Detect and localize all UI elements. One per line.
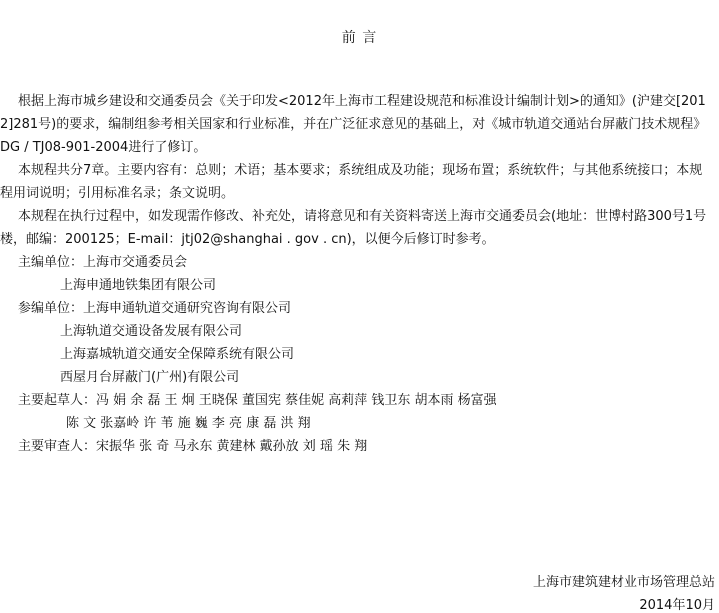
participant-row [18, 297, 291, 320]
drafters-names-1: 冯 娟 余 磊 王 炯 王晓保 董国宪 蔡佳妮 高莉萍 钱卫东 胡本雨 杨富强 [96, 393, 497, 408]
reviewers-label: 主要审查人： [18, 439, 97, 454]
paragraph-basis: 根据上海市城乡建设和交通委员会《关于印发<2012年上海市工程建设规范和标准设计编制计划>的通知》(沪建交[2012]281号)的要求，编制组参考相关国家和行业标准，并在广泛征求意见的基础上，对《城市轨道交通站台屏蔽门技术规程》DG / TJ08-901-2004进行了修订。 [0, 94, 707, 155]
chief-editor-label: 主编单位： [18, 255, 84, 270]
reviewers-row [18, 435, 367, 458]
publisher-name: 上海市建筑建材业市场管理总站 [532, 575, 715, 590]
participant-3: 上海嘉城轨道交通安全保障系统有限公司 [60, 347, 295, 362]
participant-4: 西屋月台屏蔽门(广州)有限公司 [60, 370, 240, 385]
drafters-label: 主要起草人： [18, 393, 97, 408]
paragraph-feedback: 本规程在执行过程中，如发现需作修改、补充处，请将意见和有关资料寄送上海市交通委员会(地址：世博村路300号1号楼，邮编：200125；E-mail：jtj02@shanghai . gov . cn)，以便今后修订时参考。 [0, 209, 707, 247]
publish-date: 2014年10月 [639, 598, 715, 613]
participant-1: 上海申通轨道交通研究咨询有限公司 [83, 301, 292, 316]
chief-editor-1: 上海市交通委员会 [83, 255, 188, 270]
chief-editor-2: 上海申通地铁集团有限公司 [60, 278, 217, 293]
participant-2: 上海轨道交通设备发展有限公司 [60, 324, 243, 339]
participant-label: 参编单位： [18, 301, 84, 316]
drafters-row [18, 389, 497, 412]
reviewers-names: 宋振华 张 奇 马永东 黄建林 戴孙放 刘 瑶 朱 翔 [96, 439, 368, 454]
chief-editor-row [18, 251, 187, 274]
drafters-names-2: 陈 文 张嘉岭 许 苇 施 巍 李 亮 康 磊 洪 翔 [66, 416, 311, 431]
paragraph-contents: 本规程共分7章。主要内容有：总则；术语；基本要求；系统组成及功能；现场布置；系统软件；与其他系统接口；本规程用词说明；引用标准名录；条文说明。 [0, 163, 703, 201]
page-title: 前 言 [341, 30, 378, 46]
